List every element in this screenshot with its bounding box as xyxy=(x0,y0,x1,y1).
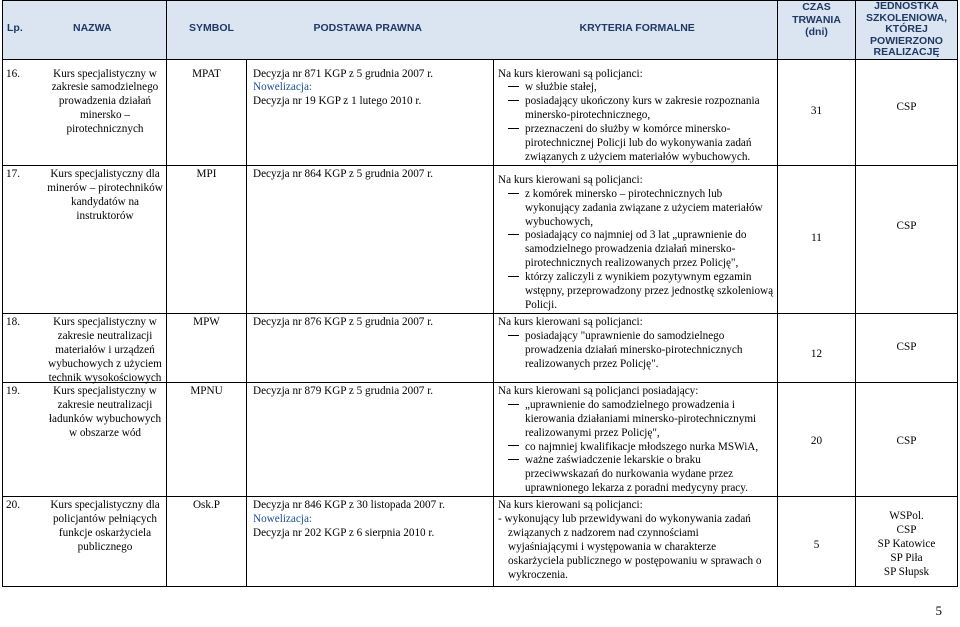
course-name xyxy=(39,168,171,224)
legal-basis-line: Decyzja nr 871 KGP z 5 grudnia 2007 r. xyxy=(253,67,434,80)
criteria-text: posiadający co najmniej od 3 lat „uprawnienie do xyxy=(525,229,747,242)
criteria-item xyxy=(498,95,775,109)
criteria-text: „uprawnienie do samodzielnego prowadzenia i xyxy=(525,398,735,411)
criteria-continuation: samodzielnego prowadzenia działań minersko- xyxy=(525,243,736,256)
course-name-line: publicznego xyxy=(77,540,133,553)
courses-table xyxy=(2,0,958,587)
criteria-continuation: wykonujący zadania związane z użyciem materiałów xyxy=(525,201,763,214)
criteria-continuation: Policji. xyxy=(525,299,558,311)
training-unit: CSP xyxy=(896,101,917,114)
course-name-line: prowadzenia działań xyxy=(58,95,152,108)
header-podstawa xyxy=(247,1,494,60)
dash-bullet xyxy=(508,276,519,277)
cell-jednostka xyxy=(856,497,958,587)
training-unit: CSP xyxy=(896,523,917,536)
header-symbol-label: SYMBOL xyxy=(189,22,234,34)
table-row xyxy=(3,59,958,165)
criteria-intro: Na kurs kierowani są policjanci: xyxy=(498,173,643,186)
criteria-text: przeznaczeni do służby w komórce minersko- xyxy=(525,123,731,136)
criteria-continuation: pirotechnicznej Policji lub do wykonywania zadań xyxy=(525,137,752,150)
dash-bullet xyxy=(508,100,519,101)
course-name-line: policjantów pełniących xyxy=(52,513,158,526)
row-number: 20. xyxy=(6,499,20,512)
dash-bullet xyxy=(508,404,519,405)
table-row xyxy=(3,497,958,587)
criteria-item xyxy=(498,441,775,455)
criteria-continuation: uprawnionego lekarza z poradni medycyny pracy. xyxy=(525,482,748,495)
course-symbol: Osk.P xyxy=(192,499,221,512)
cell-symbol xyxy=(167,59,247,165)
header-jedn-line2: SZKOLENIOWA, xyxy=(865,11,948,24)
duration-days: 5 xyxy=(813,538,820,551)
header-jedn-line3: KTÓREJ xyxy=(885,23,928,35)
header-jedn-line4: POWIERZONO xyxy=(870,34,943,47)
header-czas-line1: CZAS xyxy=(802,1,831,13)
header-czas-line3: (dni) xyxy=(805,26,828,38)
course-name-line: Kurs specjalistyczny dla xyxy=(50,499,160,512)
header-nazwa: NAZWA xyxy=(73,22,112,34)
cell-jednostka xyxy=(856,313,958,382)
criteria-intro: Na kurs kierowani są policjanci: xyxy=(498,499,643,512)
duration-days: 11 xyxy=(811,232,822,245)
course-name-line: Kurs specjalistyczny w xyxy=(53,384,157,397)
table-row xyxy=(3,313,958,382)
legal-basis-line: Decyzja nr 19 KGP z 1 lutego 2010 r. xyxy=(253,95,422,108)
criteria-item xyxy=(498,454,775,468)
criteria-item xyxy=(498,188,775,202)
training-unit: SP Piła xyxy=(890,551,923,564)
cell-podstawa xyxy=(247,59,494,165)
criteria-intro: Na kurs kierowani są policjanci: xyxy=(498,67,643,80)
course-name-line: technik wysokościowych xyxy=(48,371,162,384)
row-number: 17. xyxy=(6,167,20,180)
criteria-continuation: minersko-pirotechnicznego, xyxy=(525,109,651,122)
table-row xyxy=(3,165,958,313)
training-unit: WSPol. xyxy=(889,509,924,522)
course-name-line: materiałów i urządzeń xyxy=(55,343,155,356)
row-number: 16. xyxy=(6,67,20,80)
course-name-line: Kurs specjalistyczny w xyxy=(53,315,157,328)
header-czas xyxy=(778,1,856,60)
cell-podstawa xyxy=(247,313,494,382)
header-jedn-line1: JEDNOSTKA xyxy=(874,0,939,12)
header-jedn-line5: REALIZACJĘ xyxy=(873,46,940,58)
legal-basis-line: Decyzja nr 876 KGP z 5 grudnia 2007 r. xyxy=(253,315,434,328)
course-name-line: zakresie neutralizacji xyxy=(57,329,153,342)
legal-basis-line: Decyzja nr 202 KGP z 6 sierpnia 2010 r. xyxy=(253,526,435,539)
cell-symbol xyxy=(167,313,247,382)
criteria-text: ważne zaświadczenie lekarskie o braku xyxy=(525,454,701,467)
cell-kryteria xyxy=(494,165,778,313)
course-name xyxy=(39,68,171,138)
course-name xyxy=(39,316,171,386)
dash-bullet xyxy=(508,86,519,87)
course-name-line: funkcje oskarżyciela xyxy=(58,526,152,539)
criteria-continuation: prowadzenia działań minersko-pirotechnicznych xyxy=(525,343,743,356)
training-unit: CSP xyxy=(896,220,917,233)
criteria-continuation: pirotechnicznych realizowanych przez Policję", xyxy=(525,257,739,270)
cell-kryteria xyxy=(494,59,778,165)
criteria-continuation: przeciwwskazań do nurkowania wydane przez xyxy=(525,468,734,481)
cell-symbol xyxy=(167,382,247,496)
dash-bullet xyxy=(508,335,519,336)
criteria-continuation: wykroczenia. xyxy=(508,568,568,581)
header-czas-line2: TRWANIA xyxy=(792,13,841,26)
cell-czas xyxy=(778,382,856,496)
cell-lp-name xyxy=(3,59,167,165)
criteria-intro: Na kurs kierowani są policjanci: xyxy=(498,315,643,328)
criteria-item xyxy=(498,271,775,285)
course-name-line: minersko – xyxy=(79,109,131,122)
criteria-text: co najmniej kwalifikacje młodszego nurka MSWiA, xyxy=(525,440,759,453)
training-unit: CSP xyxy=(896,434,917,447)
cell-kryteria xyxy=(494,382,778,496)
course-name-line: zakresie neutralizacji xyxy=(57,398,153,411)
duration-days: 12 xyxy=(810,347,823,360)
cell-jednostka xyxy=(856,382,958,496)
course-name-line: wybuchowych z użyciem xyxy=(48,357,162,370)
table-header-row xyxy=(3,1,958,60)
row-number: 18. xyxy=(6,315,20,328)
cell-lp-name xyxy=(3,165,167,313)
course-symbol: MPNU xyxy=(190,384,223,397)
criteria-text: w służbie stałej, xyxy=(525,81,597,94)
course-name-line: w obszarze wód xyxy=(68,426,142,439)
row-number: 19. xyxy=(6,384,20,397)
criteria-item xyxy=(498,81,775,95)
cell-kryteria xyxy=(494,313,778,382)
criteria-continuation: oskarżyciela publicznego w postępowaniu w sprawach o xyxy=(508,554,762,567)
cell-podstawa xyxy=(247,165,494,313)
course-name-line: instruktorów xyxy=(76,209,134,222)
course-name-line: kandydatów na xyxy=(70,195,140,208)
header-symbol xyxy=(167,1,247,60)
criteria-item: - wykonujący lub przewidywani do wykonywania zadań xyxy=(498,513,751,526)
criteria-text: posiadający "uprawnienie do samodzielnego xyxy=(525,329,725,342)
duration-days: 20 xyxy=(810,434,823,447)
criteria-text: posiadający ukończony kurs w zakresie rozpoznania xyxy=(525,95,760,108)
criteria-item xyxy=(498,399,775,413)
course-name-line: Kurs specjalistyczny w xyxy=(53,67,157,80)
header-podstawa-label: PODSTAWA PRAWNA xyxy=(313,22,423,34)
training-unit: SP Słupsk xyxy=(883,565,930,578)
criteria-item xyxy=(498,330,775,344)
cell-czas xyxy=(778,59,856,165)
page-number: 5 xyxy=(935,603,942,618)
course-symbol: MPW xyxy=(193,315,220,328)
criteria-continuation: wyjaśniającymi i występowania w charakterze xyxy=(508,540,717,553)
cell-symbol xyxy=(167,497,247,587)
course-name-line: zakresie samodzielnego xyxy=(51,81,159,94)
cell-symbol xyxy=(167,165,247,313)
legal-basis-line: Decyzja nr 846 KGP z 30 listopada 2007 r. xyxy=(253,499,445,512)
dash-bullet xyxy=(508,445,519,446)
cell-podstawa xyxy=(247,382,494,496)
criteria-continuation: związanych z nadzorem nad czynnościami xyxy=(508,526,699,539)
cell-jednostka xyxy=(856,59,958,165)
criteria-text: z komórek minersko – pirotechnicznych lub xyxy=(525,187,723,200)
course-name xyxy=(39,499,171,555)
header-kryteria-label: KRYTERIA FORMALNE xyxy=(579,22,695,34)
table-row xyxy=(3,382,958,496)
criteria-continuation: wstępny, przeprowadzony przez jednostkę szkoleniową xyxy=(525,285,774,298)
criteria-continuation: związanych z użyciem materiałów wybuchowych. xyxy=(525,150,751,163)
training-unit: CSP xyxy=(896,340,917,353)
cell-czas xyxy=(778,313,856,382)
dash-bullet xyxy=(508,459,519,460)
cell-jednostka xyxy=(856,165,958,313)
header-jednostka xyxy=(856,1,958,60)
criteria-continuation: realizowanych przez Policję". xyxy=(525,357,659,370)
header-lp: Lp. xyxy=(7,22,23,34)
course-symbol: MPI xyxy=(196,167,217,180)
header-lp-nazwa xyxy=(3,1,167,60)
duration-days: 31 xyxy=(810,105,823,118)
criteria-continuation: wybuchowych, xyxy=(525,215,594,228)
cell-podstawa xyxy=(247,497,494,587)
cell-lp-name xyxy=(3,382,167,496)
cell-lp-name xyxy=(3,497,167,587)
dash-bullet xyxy=(508,193,519,194)
header-kryteria xyxy=(494,1,778,60)
criteria-intro: Na kurs kierowani są policjanci posiadający: xyxy=(498,384,699,397)
criteria-item xyxy=(498,123,775,137)
criteria-continuation: kierowania działaniami minersko-pirotechnicznymi xyxy=(525,412,757,425)
legal-basis-line: Decyzja nr 864 KGP z 5 grudnia 2007 r. xyxy=(253,167,434,180)
training-unit: SP Katowice xyxy=(877,537,936,550)
cell-czas xyxy=(778,497,856,587)
cell-kryteria xyxy=(494,497,778,587)
dash-bullet xyxy=(508,128,519,129)
criteria-item xyxy=(498,229,775,243)
criteria-continuation: realizowanymi przez Policję", xyxy=(525,426,660,439)
course-name xyxy=(39,385,171,441)
course-symbol: MPAT xyxy=(192,67,221,80)
cell-czas xyxy=(778,165,856,313)
amendment-label: Nowelizacja: xyxy=(253,513,313,526)
course-name-line: pirotechnicznych xyxy=(66,123,144,136)
course-name-line: Kurs specjalistyczny dla xyxy=(50,167,160,180)
cell-lp-name xyxy=(3,313,167,382)
course-name-line: ładunków wybuchowych xyxy=(48,412,162,425)
amendment-label: Nowelizacja: xyxy=(253,81,313,94)
course-name-line: minerów – pirotechników xyxy=(47,181,163,194)
dash-bullet xyxy=(508,234,519,235)
legal-basis-line: Decyzja nr 879 KGP z 5 grudnia 2007 r. xyxy=(253,384,434,397)
criteria-text: którzy zaliczyli z wynikiem pozytywnym egzamin xyxy=(525,271,752,284)
